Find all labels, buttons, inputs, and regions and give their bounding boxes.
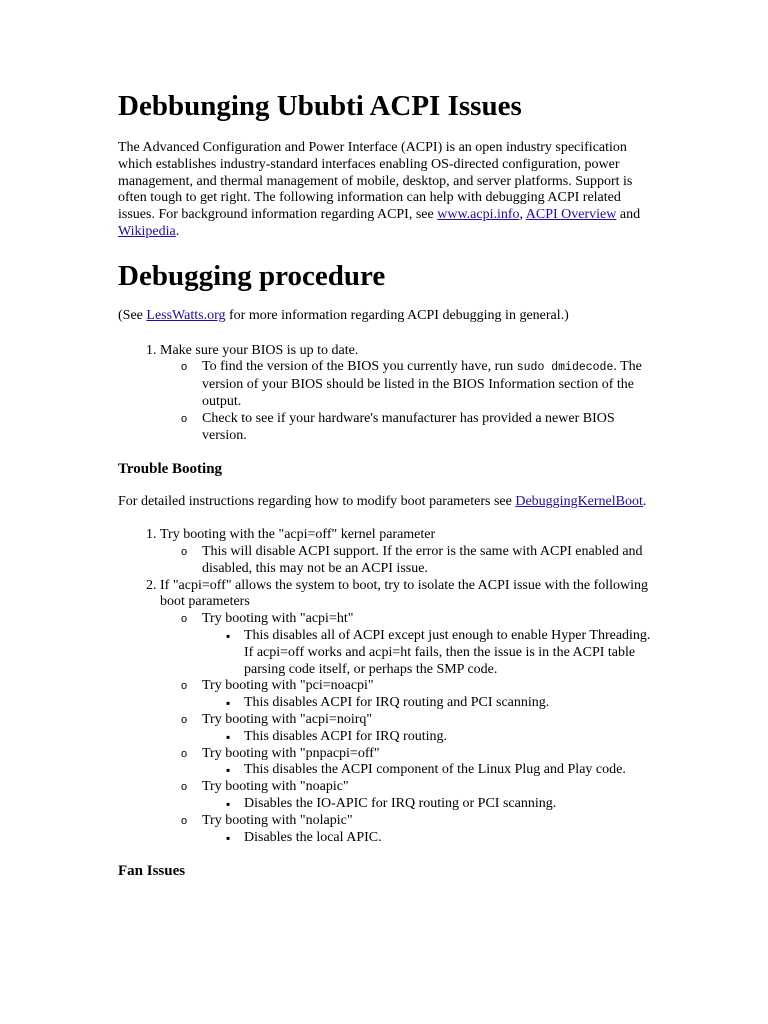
boot-option-detail-list bbox=[202, 729, 658, 746]
procedure-list bbox=[118, 343, 658, 445]
trouble-paragraph bbox=[118, 494, 658, 511]
boot-option-item bbox=[202, 779, 658, 813]
trouble-item-2-text: If "acpi=off" allows the system to boot, try to isolate the ACPI issue with the following boot parameters bbox=[160, 577, 649, 610]
trouble-booting-heading: Trouble Booting bbox=[118, 461, 223, 478]
see-pre: (See bbox=[118, 307, 147, 323]
acpi-info-link[interactable]: www.acpi.info bbox=[437, 207, 520, 223]
intro-separator-2: and bbox=[616, 207, 641, 223]
intro-end: . bbox=[175, 223, 180, 239]
procedure-sub-item: o Check to see if your hardware's manufacturer has provided a newer BIOS version. bbox=[202, 411, 658, 445]
boot-option-item bbox=[202, 678, 658, 712]
page-title: Debbunging Ububti ACPI Issues bbox=[118, 90, 522, 122]
boot-option-detail-list bbox=[202, 796, 658, 813]
boot-options-list bbox=[160, 611, 658, 846]
boot-option-label: Try booting with "pci=noacpi" bbox=[202, 678, 374, 694]
trouble-para-end: . bbox=[642, 494, 647, 510]
dmidecode-command: sudo dmidecode bbox=[516, 361, 614, 375]
procedure-heading: Debugging procedure bbox=[118, 259, 386, 292]
wikipedia-link[interactable]: Wikipedia bbox=[118, 223, 176, 239]
boot-option-item bbox=[202, 712, 658, 746]
trouble-sub-item: o This will disable ACPI support. If the error is the same with ACPI enabled and disabled, this may not be an ACPI issue. bbox=[202, 544, 658, 578]
boot-option-detail: ▪ This disables ACPI for IRQ routing and PCI scanning. bbox=[244, 695, 658, 712]
boot-option-detail-list bbox=[202, 628, 658, 678]
boot-option-item bbox=[202, 746, 658, 780]
boot-option-label: Try booting with "acpi=ht" bbox=[202, 611, 354, 627]
intro-text: The Advanced Configuration and Power Interface (ACPI) is an open industry specification which establishes industry-standard interfaces enabling OS-directed configuration, power management, and thermal management of mobile, desktop, and server platforms. Support is often tough to get right. The following information can help with debugging ACPI related issues. For background information regarding ACPI, see bbox=[118, 140, 633, 223]
trouble-list bbox=[118, 527, 658, 846]
boot-option-detail: ▪ Disables the local APIC. bbox=[244, 830, 658, 847]
acpi-overview-link[interactable]: ACPI Overview bbox=[525, 207, 617, 223]
procedure-step-1-text: Make sure your BIOS is up to date. bbox=[160, 342, 359, 358]
procedure-step-1 bbox=[160, 343, 658, 445]
lesswatts-link[interactable]: LessWatts.org bbox=[146, 307, 226, 323]
intro-separator-1: , bbox=[519, 207, 526, 223]
see-post: for more information regarding ACPI debugging in general.) bbox=[225, 307, 569, 323]
see-paragraph bbox=[118, 308, 658, 325]
boot-option-detail: ▪ This disables all of ACPI except just enough to enable Hyper Threading. If acpi=off works and acpi=ht fails, then the issue is in the ACPI table parsing code itself, or perhaps the SMP code. bbox=[244, 628, 658, 678]
trouble-item-1 bbox=[160, 527, 658, 577]
fan-issues-heading: Fan Issues bbox=[118, 863, 186, 880]
boot-option-detail-list bbox=[202, 695, 658, 712]
boot-option-detail: ▪ This disables ACPI for IRQ routing. bbox=[244, 729, 658, 746]
boot-option-detail-list bbox=[202, 830, 658, 847]
intro-paragraph bbox=[118, 140, 658, 241]
boot-option-detail: ▪ This disables the ACPI component of the Linux Plug and Play code. bbox=[244, 762, 658, 779]
trouble-item-1-text: Try booting with the "acpi=off" kernel parameter bbox=[160, 527, 436, 543]
boot-option-item bbox=[202, 813, 658, 847]
boot-option-detail: ▪ Disables the IO-APIC for IRQ routing or PCI scanning. bbox=[244, 796, 658, 813]
boot-option-detail-list bbox=[202, 762, 658, 779]
procedure-sub-item bbox=[202, 359, 658, 410]
boot-option-label: Try booting with "nolapic" bbox=[202, 812, 353, 828]
bios-version-text-pre: To find the version of the BIOS you currently have, run bbox=[202, 359, 517, 375]
boot-option-label: Try booting with "acpi=noirq" bbox=[202, 711, 373, 727]
debugging-kernel-boot-link[interactable]: DebuggingKernelBoot bbox=[515, 494, 643, 510]
boot-option-label: Try booting with "noapic" bbox=[202, 779, 349, 795]
document-content bbox=[118, 88, 658, 880]
boot-option-item bbox=[202, 611, 658, 678]
procedure-step-1-sublist bbox=[160, 359, 658, 444]
bios-version-text-post: . The version of your BIOS should be listed in the BIOS Information section of the output. bbox=[202, 359, 642, 409]
trouble-para-pre: For detailed instructions regarding how to modify boot parameters see bbox=[118, 494, 516, 510]
trouble-item-2 bbox=[160, 578, 658, 847]
trouble-item-1-sublist bbox=[160, 544, 658, 578]
boot-option-label: Try booting with "pnpacpi=off" bbox=[202, 745, 380, 761]
